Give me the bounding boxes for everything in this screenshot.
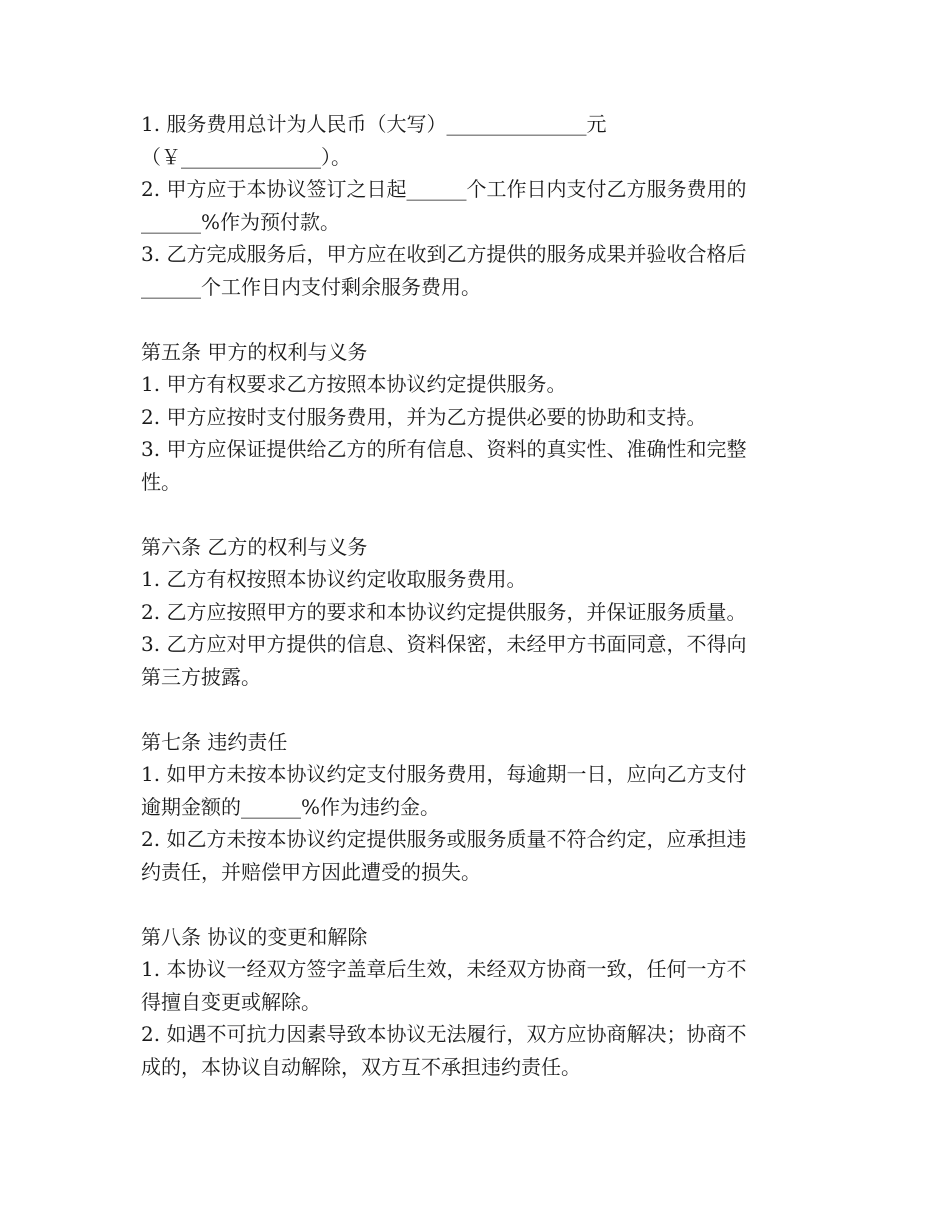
- payment-item-3-line-2: ______个工作日内支付剩余服务费用。: [141, 274, 481, 299]
- section-spacer: [141, 693, 811, 726]
- article-5-item-2: 2. 甲方应按时支付服务费用，并为乙方提供必要的协助和支持。: [141, 404, 707, 429]
- document-body: [141, 108, 811, 1083]
- article-6-item-2: 2. 乙方应按照甲方的要求和本协议约定提供服务，并保证服务质量。: [141, 599, 747, 624]
- payment-item-2-line-2: ______%作为预付款。: [141, 209, 341, 234]
- payment-item-3-line-1: 3. 乙方完成服务后，甲方应在收到乙方提供的服务成果并验收合格后: [141, 242, 747, 266]
- article-7-item-1-line-1: 1. 如甲方未按本协议约定支付服务费用，每逾期一日，应向乙方支付: [141, 762, 747, 786]
- article-8-item-2-line-1: 2. 如遇不可抗力因素导致本协议无法履行，双方应协商解决；协商不: [141, 1022, 747, 1046]
- article-8-heading: 第八条 协议的变更和解除: [141, 924, 368, 949]
- article-7-heading: 第七条 违约责任: [141, 729, 288, 754]
- article-7-item-2-line-1: 2. 如乙方未按本协议约定提供服务或服务质量不符合约定，应承担违: [141, 827, 747, 851]
- section-spacer: [141, 303, 811, 336]
- article-7-item-2-line-2: 约责任，并赔偿甲方因此遭受的损失。: [141, 859, 481, 884]
- article-8-item-1-line-1: 1. 本协议一经双方签字盖章后生效，未经双方协商一致，任何一方不: [141, 957, 747, 981]
- article-8-item-1-line-2: 得擅自变更或解除。: [141, 989, 321, 1014]
- article-8-item-2-line-2: 成的，本协议自动解除，双方互不承担违约责任。: [141, 1054, 581, 1079]
- article-5-item-1: 1. 甲方有权要求乙方按照本协议约定提供服务。: [141, 372, 567, 396]
- article-5-heading: 第五条 甲方的权利与义务: [141, 339, 368, 364]
- payment-item-1-line-2: （￥______________）。: [141, 144, 351, 169]
- article-5-item-3-line-1: 3. 甲方应保证提供给乙方的所有信息、资料的真实性、准确性和完整: [141, 437, 747, 461]
- article-6-item-3-line-1: 3. 乙方应对甲方提供的信息、资料保密，未经甲方书面同意，不得向: [141, 632, 747, 656]
- article-5-item-3-line-2: 性。: [141, 469, 181, 494]
- article-6-item-3-line-2: 第三方披露。: [141, 664, 261, 689]
- section-spacer: [141, 888, 811, 921]
- article-7-item-1-line-2: 逾期金额的______%作为违约金。: [141, 794, 441, 819]
- section-spacer: [141, 498, 811, 531]
- article-6-heading: 第六条 乙方的权利与义务: [141, 534, 368, 559]
- payment-item-1-line-1: 1. 服务费用总计为人民币（大写）______________元: [141, 112, 607, 136]
- article-6-item-1: 1. 乙方有权按照本协议约定收取服务费用。: [141, 567, 527, 591]
- payment-item-2-line-1: 2. 甲方应于本协议签订之日起______个工作日内支付乙方服务费用的: [141, 177, 747, 201]
